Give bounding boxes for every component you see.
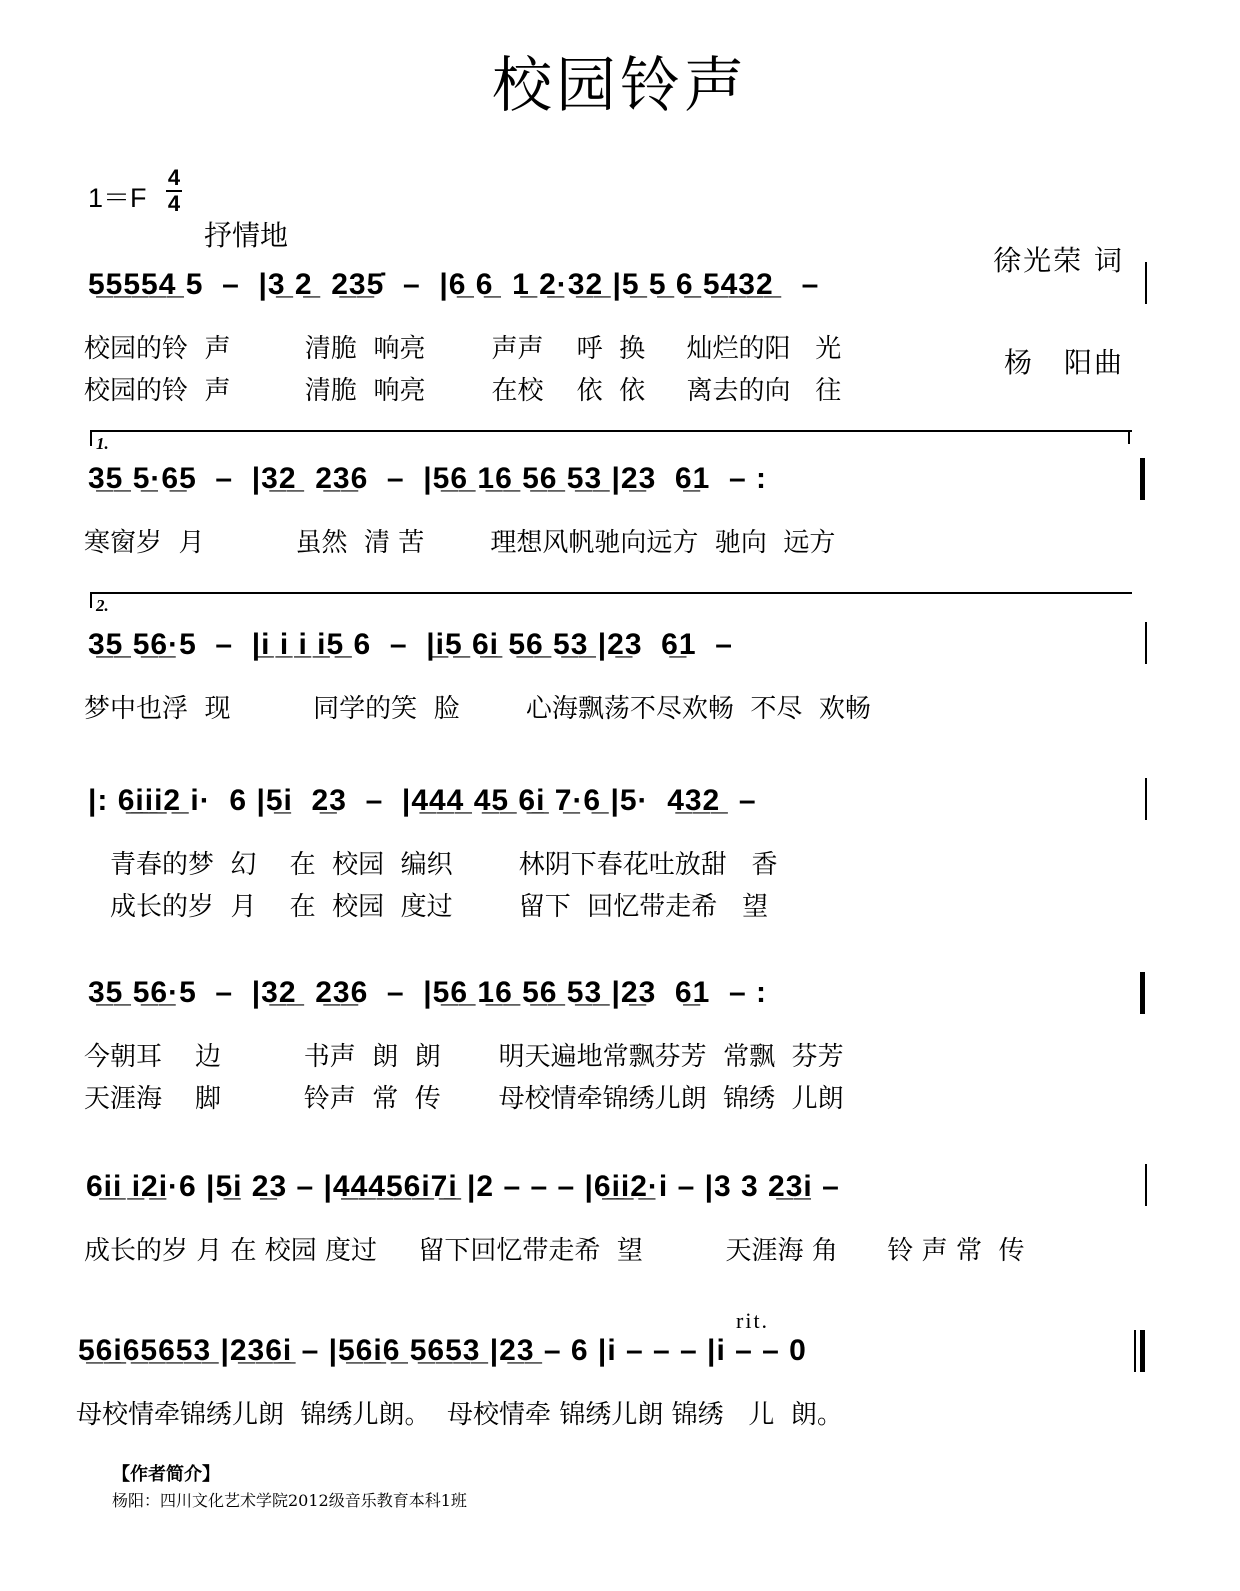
barline-end-6 — [1145, 1164, 1147, 1206]
lyrics-1-verse-1: 校园的铃 声 清脆 响亮 声声 呼 换 灿烂的阳 光 — [84, 334, 842, 364]
bio-heading: 【作者简介】 — [112, 1464, 220, 1485]
ritardando-marking: rit. — [736, 1308, 770, 1333]
lyrics-7: 母校情牵锦绣儿朗 锦绣儿朗。 母校情牵 锦绣儿朗 锦绣 儿 朗。 — [76, 1400, 843, 1430]
lyrics-5-verse-1: 今朝耳 边 书声 朗 朗 明天遍地常飘芬芳 常飘 芬芳 — [84, 1042, 844, 1072]
barline-end-1 — [1145, 262, 1147, 304]
volta-first-ending — [90, 430, 1132, 453]
time-signature — [165, 166, 183, 216]
song-title: 校园铃声 — [492, 51, 748, 121]
lyrics-6: 成长的岁 月 在 校园 度过 留下回忆带走希 望 天涯海 角 铃 声 常 传 — [84, 1236, 1025, 1266]
time-signature-top: 4 — [167, 165, 181, 190]
repeat-end-barline-2 — [1140, 972, 1145, 1014]
lyrics-2: 寒窗岁 月 虽然 清 苦 理想风帆驰向远方 驰向 远方 — [84, 528, 836, 558]
volta-label-1: 1. — [96, 434, 109, 453]
lyricist-credit: 徐光荣 词 — [993, 244, 1124, 277]
notation-line-5: 3̲5̲ 5̲6̲·5 – |3̲2̲ 2̲3̲6 – |5̲6̲ 1̲6̲ 5̲6̲ 5̲3̲ |2̲3 6̲1 – : — [88, 976, 767, 1009]
time-signature-bottom: 4 — [167, 191, 181, 216]
volta-end-tick — [1128, 430, 1130, 444]
lyrics-3: 梦中也浮 现 同学的笑 脸 心海飘荡不尽欢畅 不尽 欢畅 — [84, 694, 871, 724]
credits — [993, 176, 1124, 414]
composer-credit: 杨 阳曲 — [1003, 346, 1124, 379]
notation-line-6: 6i̲i̲ i̲2̲i·6 |5̲i 2̲3 – |4̲4̲4̲5̲6̲i̲7̲i̲ |2 – – – |6̲i̲i̲2̲·i – |3 3 2̲3̲i – — [86, 1170, 840, 1203]
notation-line-1: 5̲5̲5̲5̲4̲ 5 – |3̲ 2̲ 2̲3̲5̇ – |6̲ 6̲ 1̲ 2̲·3̲2̲ |5̲ 5̲ 6̲ 5̲4̲3̲2̲ – — [88, 268, 820, 301]
lyrics-5-verse-2: 天涯海 脚 铃声 常 传 母校情牵锦绣儿朗 锦绣 儿朗 — [84, 1084, 844, 1114]
notation-line-4: |: 6̲i̲i̲i̲2̲ i· 6 |5̲i 2̲3 – |4̲4̲4̲ 4̲5̲ 6̲i̲ 7̲·6̲ |5· 4̲3̲2̲ – — [88, 784, 757, 817]
final-barline-thin — [1134, 1330, 1136, 1372]
repeat-end-barline-1 — [1140, 458, 1145, 500]
key-signature: 1＝F — [88, 183, 147, 213]
lyrics-4-verse-2: 成长的岁 月 在 校园 度过 留下 回忆带走希 望 — [110, 892, 769, 922]
barline-end-3 — [1145, 622, 1147, 664]
volta-label-2: 2. — [96, 596, 109, 615]
final-barline-thick — [1140, 1330, 1145, 1372]
notation-line-3: 3̲5̲ 5̲6̲·5 – |i̲ i̲ i̲ i̲5̲ 6 – |i̲5̲ 6̲i̲ 5̲6̲ 5̲3̲ |2̲3 6̲1 – — [88, 628, 733, 661]
notation-line-7: 5̲6̲i̲6̲5̲6̲5̲3̲ |2̲3̲6̲i̲ – |5̲6̲i̲6̲ 5̲6̲5̲3̲ |2̲3̲ – 6 |i – – – |i – – 0 — [78, 1334, 807, 1367]
lyrics-4-verse-1: 青春的梦 幻 在 校园 编织 林阴下春花吐放甜 香 — [110, 850, 778, 880]
volta-second-ending — [90, 592, 1132, 615]
lyrics-1-verse-2: 校园的铃 声 清脆 响亮 在校 依 依 离去的向 往 — [84, 376, 842, 406]
notation-line-2: 3̲5̲ 5̲·6̲5 – |3̲2̲ 2̲3̲6 – |5̲6̲ 1̲6̲ 5̲6̲ 5̲3̲ |2̲3 6̲1 – : — [88, 462, 767, 495]
tempo-marking: 抒情地 — [204, 219, 289, 252]
bio-text: 杨阳：四川文化艺术学院2012级音乐教育本科1班 — [112, 1491, 467, 1510]
barline-end-4 — [1145, 778, 1147, 820]
